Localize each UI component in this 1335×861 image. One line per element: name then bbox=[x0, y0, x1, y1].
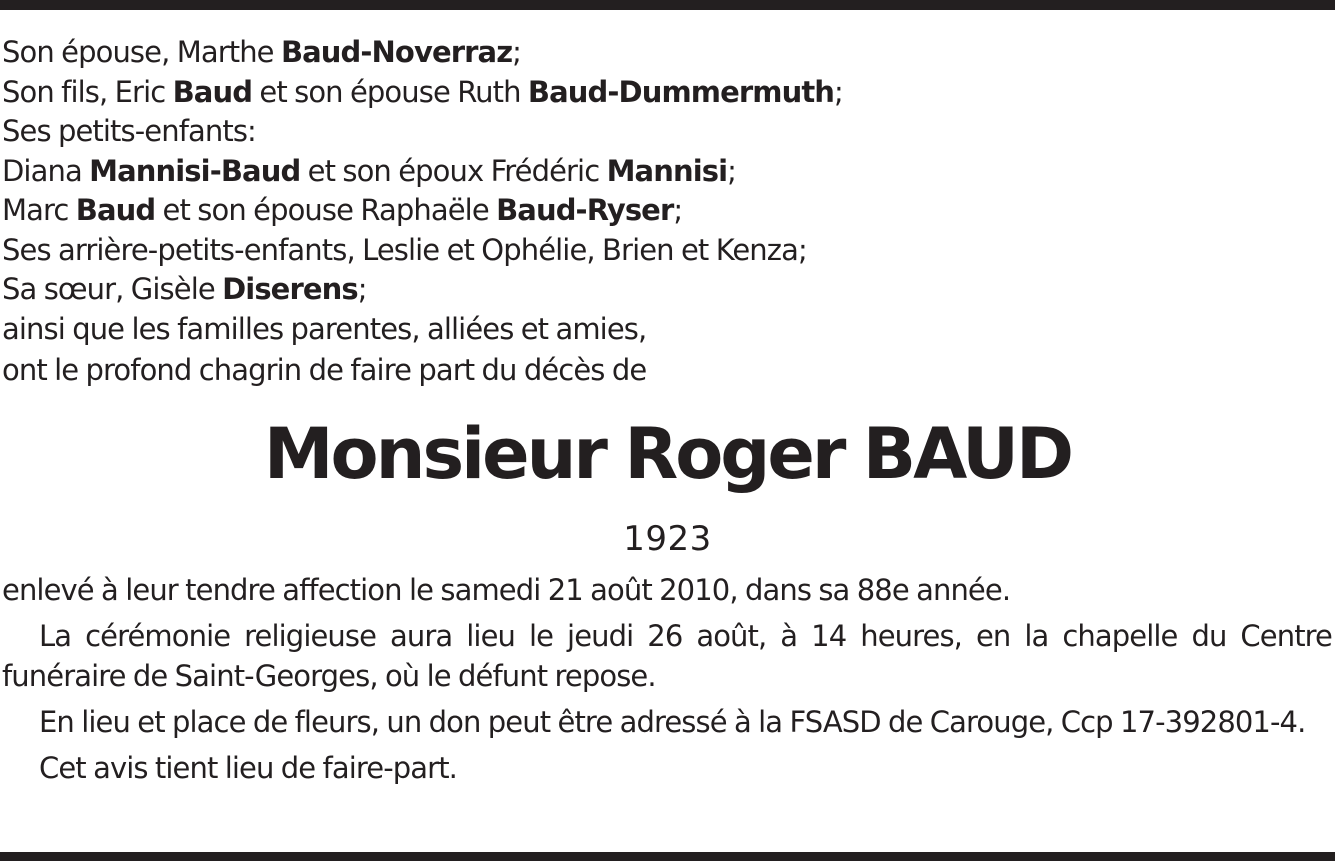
family-list bbox=[2, 33, 1332, 391]
family-line-granddaughter bbox=[2, 152, 1332, 192]
top-border-rule bbox=[0, 0, 1335, 10]
family-text: et son époux Frédéric bbox=[300, 153, 607, 188]
family-line-spouse bbox=[2, 33, 1332, 73]
family-line-grandson bbox=[2, 191, 1332, 231]
family-surname: Baud-Noverraz bbox=[280, 35, 513, 69]
family-text: Diana bbox=[2, 153, 90, 188]
family-text: Sa sœur, Gisèle bbox=[2, 272, 223, 306]
notice-paragraph: Cet avis tient lieu de faire-part. bbox=[39, 751, 457, 785]
family-text: ; bbox=[834, 74, 843, 109]
family-text: Marc bbox=[2, 193, 76, 227]
notice-body bbox=[2, 570, 1332, 794]
bottom-border-rule bbox=[0, 852, 1335, 861]
death-announcement-text: enlevé à leur tendre affection le samedi 21 août 2010, dans sa 88e année. bbox=[2, 573, 1011, 607]
family-line-great-grandchildren bbox=[2, 231, 1332, 271]
family-text: ; bbox=[727, 153, 737, 188]
family-text: Son épouse, Marthe bbox=[2, 35, 281, 69]
family-surname: Baud-Ryser bbox=[496, 193, 674, 227]
family-text: et son épouse Raphaële bbox=[155, 193, 497, 227]
family-line-grandchildren-heading bbox=[2, 112, 1332, 152]
family-line-son bbox=[2, 73, 1332, 113]
family-surname: Diserens bbox=[222, 272, 358, 306]
family-text: Ses arrière-petits-enfants, Leslie et Ophélie, Brien et Kenza; bbox=[2, 232, 807, 267]
family-text: ; bbox=[512, 35, 522, 69]
family-line-announcement-intro bbox=[2, 351, 1332, 391]
deceased-birth-year: 1923 bbox=[623, 519, 712, 559]
deceased-name: Monsieur Roger BAUD bbox=[263, 413, 1072, 495]
family-surname: Baud-Dummermuth bbox=[527, 74, 835, 109]
family-line-relatives bbox=[2, 310, 1332, 350]
ceremony-paragraph: La cérémonie religieuse aura lieu le jeudi 26 août, à 14 heures, en la chapelle du Centre funéraire de Saint-Georges, où le défunt repose. bbox=[2, 619, 1332, 693]
family-text: ont le profond chagrin de faire part du décès de bbox=[2, 353, 647, 387]
family-surname: Baud bbox=[172, 74, 253, 109]
family-surname: Mannisi-Baud bbox=[89, 153, 301, 188]
family-text: Ses petits-enfants: bbox=[2, 114, 256, 148]
family-text: ainsi que les familles parentes, alliées et amies, bbox=[2, 311, 647, 346]
donation-paragraph: En lieu et place de fleurs, un don peut être adressé à la FSASD de Carouge, Ccp 17-392801-4. bbox=[39, 705, 1306, 739]
family-surname: Baud bbox=[75, 193, 156, 227]
family-text: ; bbox=[357, 272, 367, 306]
family-text: Son fils, Eric bbox=[2, 74, 173, 109]
family-text: et son épouse Ruth bbox=[252, 74, 528, 109]
family-line-sister bbox=[2, 270, 1332, 310]
family-surname: Mannisi bbox=[606, 153, 728, 188]
family-text: ; bbox=[673, 193, 683, 227]
